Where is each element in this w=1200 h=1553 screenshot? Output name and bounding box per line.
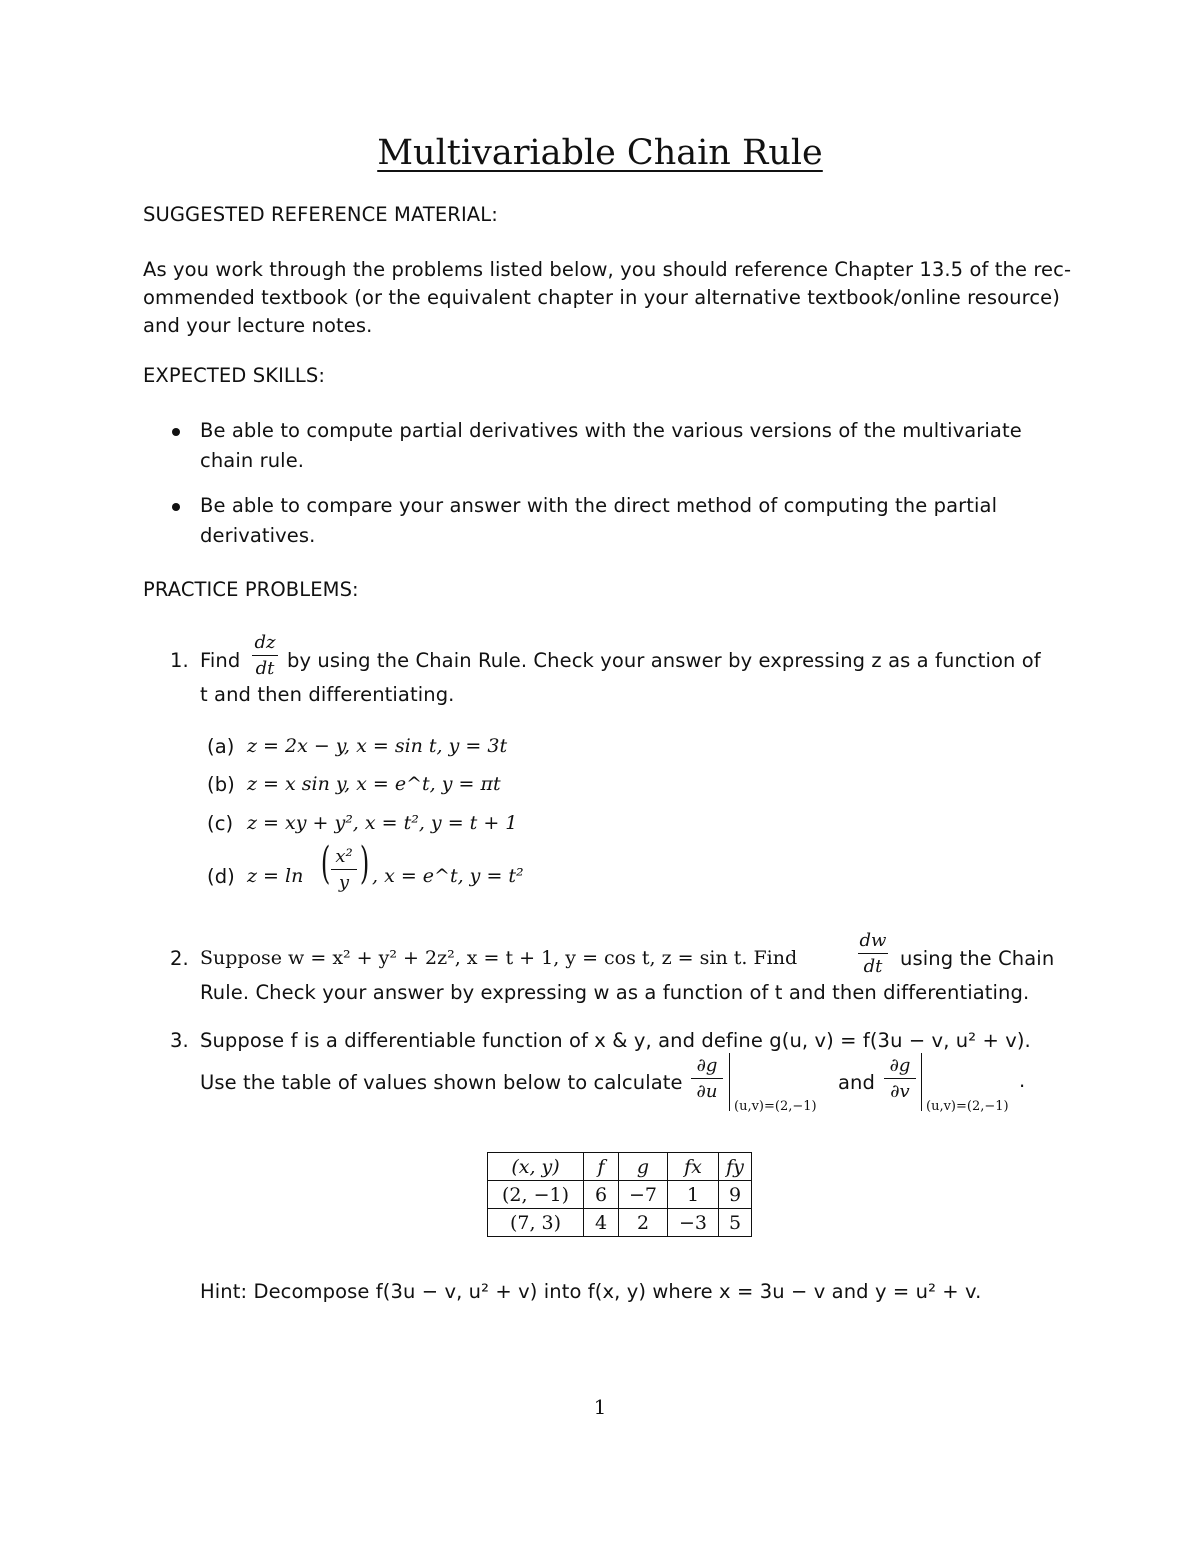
part-label: (a) xyxy=(207,735,235,758)
problem-3-text-line-2: Use the table of values shown below to calculate xyxy=(200,1071,683,1094)
dg-du-evaluation: (u,v)=(2,−1) xyxy=(734,1099,817,1114)
table-header: (x, y) xyxy=(488,1153,584,1181)
problem-2-text: Suppose w = x² + y² + 2z², x = t + 1, y = cos t, z = sin t. Find xyxy=(200,947,798,969)
table-cell: 5 xyxy=(719,1209,752,1237)
table-cell: −7 xyxy=(619,1181,668,1209)
and-text: and xyxy=(838,1071,875,1094)
x2-over-y-fraction: x² y xyxy=(331,846,357,893)
part-d-rhs: , x = e^t, y = t² xyxy=(372,865,524,887)
problem-1-number: 1. xyxy=(170,649,189,672)
problem-3-text: Suppose f is a differentiable function of x & y, and define g(u, v) = f(3u − v, u² + v). xyxy=(200,1029,1031,1052)
reference-line-3: and your lecture notes. xyxy=(143,314,373,337)
part-b-expression: z = x sin y, x = e^t, y = πt xyxy=(247,773,501,795)
problem-1-text-line-2: t and then differentiating. xyxy=(200,683,455,706)
evaluation-bar xyxy=(921,1053,922,1111)
table-header: fy xyxy=(719,1153,752,1181)
skill-1-line-2: chain rule. xyxy=(200,449,305,472)
part-label: (d) xyxy=(207,865,235,888)
table-header-row xyxy=(488,1153,752,1181)
dg-dv-evaluation: (u,v)=(2,−1) xyxy=(926,1099,1009,1114)
table-cell: 2 xyxy=(619,1209,668,1237)
page-number: 1 xyxy=(593,1395,607,1419)
skills-heading: EXPECTED SKILLS: xyxy=(143,364,326,387)
part-label: (c) xyxy=(207,812,234,835)
page-title: Multivariable Chain Rule xyxy=(377,133,823,173)
reference-line-1: As you work through the problems listed below, you should reference Chapter 13.5 of the rec- xyxy=(143,258,1072,281)
practice-heading: PRACTICE PROBLEMS: xyxy=(143,578,359,601)
period: . xyxy=(1019,1069,1026,1092)
bullet-icon xyxy=(172,503,180,511)
skill-2-line-2: derivatives. xyxy=(200,524,316,547)
problem-1-text: by using the Chain Rule. Check your answer by expressing z as a function of xyxy=(287,649,1041,672)
table-cell: 1 xyxy=(668,1181,719,1209)
dz-dt-fraction: dz dt xyxy=(252,632,278,679)
table-cell: 9 xyxy=(719,1181,752,1209)
reference-heading: SUGGESTED REFERENCE MATERIAL: xyxy=(143,203,498,226)
table-cell: 6 xyxy=(584,1181,619,1209)
table-cell: 4 xyxy=(584,1209,619,1237)
part-label: (b) xyxy=(207,773,235,796)
table-header: f xyxy=(584,1153,619,1181)
values-table xyxy=(487,1152,752,1237)
problem-2-text-line-2: Rule. Check your answer by expressing w as a function of t and then differentiating. xyxy=(200,981,1030,1004)
evaluation-bar xyxy=(729,1053,730,1111)
part-c-expression: z = xy + y², x = t², y = t + 1 xyxy=(247,812,518,834)
table-cell: (7, 3) xyxy=(488,1209,584,1237)
dg-du-fraction: ∂g ∂u xyxy=(691,1055,723,1102)
problem-3-number: 3. xyxy=(170,1029,189,1052)
part-a-expression: z = 2x − y, x = sin t, y = 3t xyxy=(247,735,508,757)
part-d-lhs: z = ln xyxy=(247,865,304,887)
table-header: g xyxy=(619,1153,668,1181)
table-header: fx xyxy=(668,1153,719,1181)
left-paren: ( xyxy=(320,838,331,889)
right-paren: ) xyxy=(359,838,370,889)
problem-2-number: 2. xyxy=(170,947,189,970)
dw-dt-fraction: dw dt xyxy=(859,930,887,977)
skill-1-line-1: Be able to compute partial derivatives with the various versions of the multivariate xyxy=(200,419,1022,442)
hint-text: Hint: Decompose f(3u − v, u² + v) into f(x, y) where x = 3u − v and y = u² + v. xyxy=(200,1280,982,1303)
problem-2-text-end: using the Chain xyxy=(900,947,1055,970)
dg-dv-fraction: ∂g ∂v xyxy=(884,1055,916,1102)
reference-line-2: ommended textbook (or the equivalent chapter in your alternative textbook/online resource) xyxy=(143,286,1060,309)
problem-1-find: Find xyxy=(200,649,241,672)
skill-2-line-1: Be able to compare your answer with the direct method of computing the partial xyxy=(200,494,998,517)
table-cell: (2, −1) xyxy=(488,1181,584,1209)
bullet-icon xyxy=(172,428,180,436)
table-cell: −3 xyxy=(668,1209,719,1237)
table-row xyxy=(488,1181,752,1209)
table-row xyxy=(488,1209,752,1237)
